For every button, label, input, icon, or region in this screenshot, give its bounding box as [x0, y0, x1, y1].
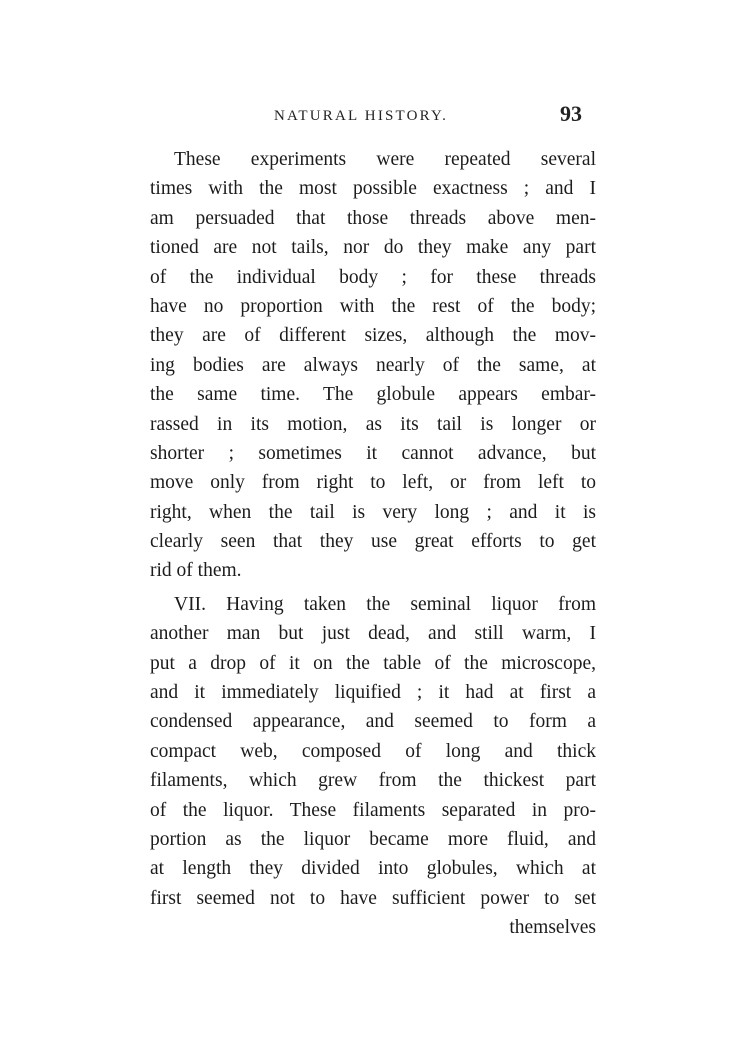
text-line: filaments, which grew from the thickest part: [150, 770, 596, 792]
text-line: rid of them.: [150, 560, 242, 582]
text-line: right, when the tail is very long ; and it is: [150, 501, 596, 523]
text-line: another man but just dead, and still warm, I: [150, 623, 596, 645]
page-number: 93: [560, 101, 582, 126]
running-title: NATURAL HISTORY.: [274, 108, 449, 124]
text-line: portion as the liquor became more fluid, and: [150, 828, 596, 850]
text-line: and it immediately liquified ; it had at first a: [150, 682, 596, 704]
text-line: rassed in its motion, as its tail is longer or: [150, 413, 596, 435]
text-line: first seemed not to have sufficient power to set: [150, 887, 596, 909]
text-line: times with the most possible exactness ; and I: [150, 178, 596, 200]
text-line: am persuaded that those threads above men-: [150, 207, 596, 229]
text-line: put a drop of it on the table of the microscope,: [150, 652, 596, 674]
text-line: have no proportion with the rest of the body;: [150, 295, 596, 317]
text-line: tioned are not tails, nor do they make any part: [150, 237, 596, 259]
text-line: of the liquor. These filaments separated in pro-: [150, 799, 596, 821]
text-line: of the individual body ; for these threads: [150, 266, 596, 288]
text-line: clearly seen that they use great efforts to get: [150, 531, 596, 553]
text-line: they are of different sizes, although the mov-: [150, 325, 596, 347]
section-start-line: VII. Having taken the seminal liquor from: [174, 593, 596, 615]
text-line: move only from right to left, or from left to: [150, 472, 596, 494]
text-line: These experiments were repeated several: [174, 149, 596, 170]
text-line: compact web, composed of long and thick: [150, 740, 596, 762]
text-line: at length they divided into globules, which at: [150, 858, 596, 880]
catchword: themselves: [509, 917, 596, 939]
text-line: ing bodies are always nearly of the same, at: [150, 354, 596, 376]
body-text: [150, 145, 596, 943]
text-line: shorter ; sometimes it cannot advance, but: [150, 442, 596, 464]
text-line: condensed appearance, and seemed to form a: [150, 711, 596, 733]
text-line: the same time. The globule appears embar-: [150, 384, 596, 406]
